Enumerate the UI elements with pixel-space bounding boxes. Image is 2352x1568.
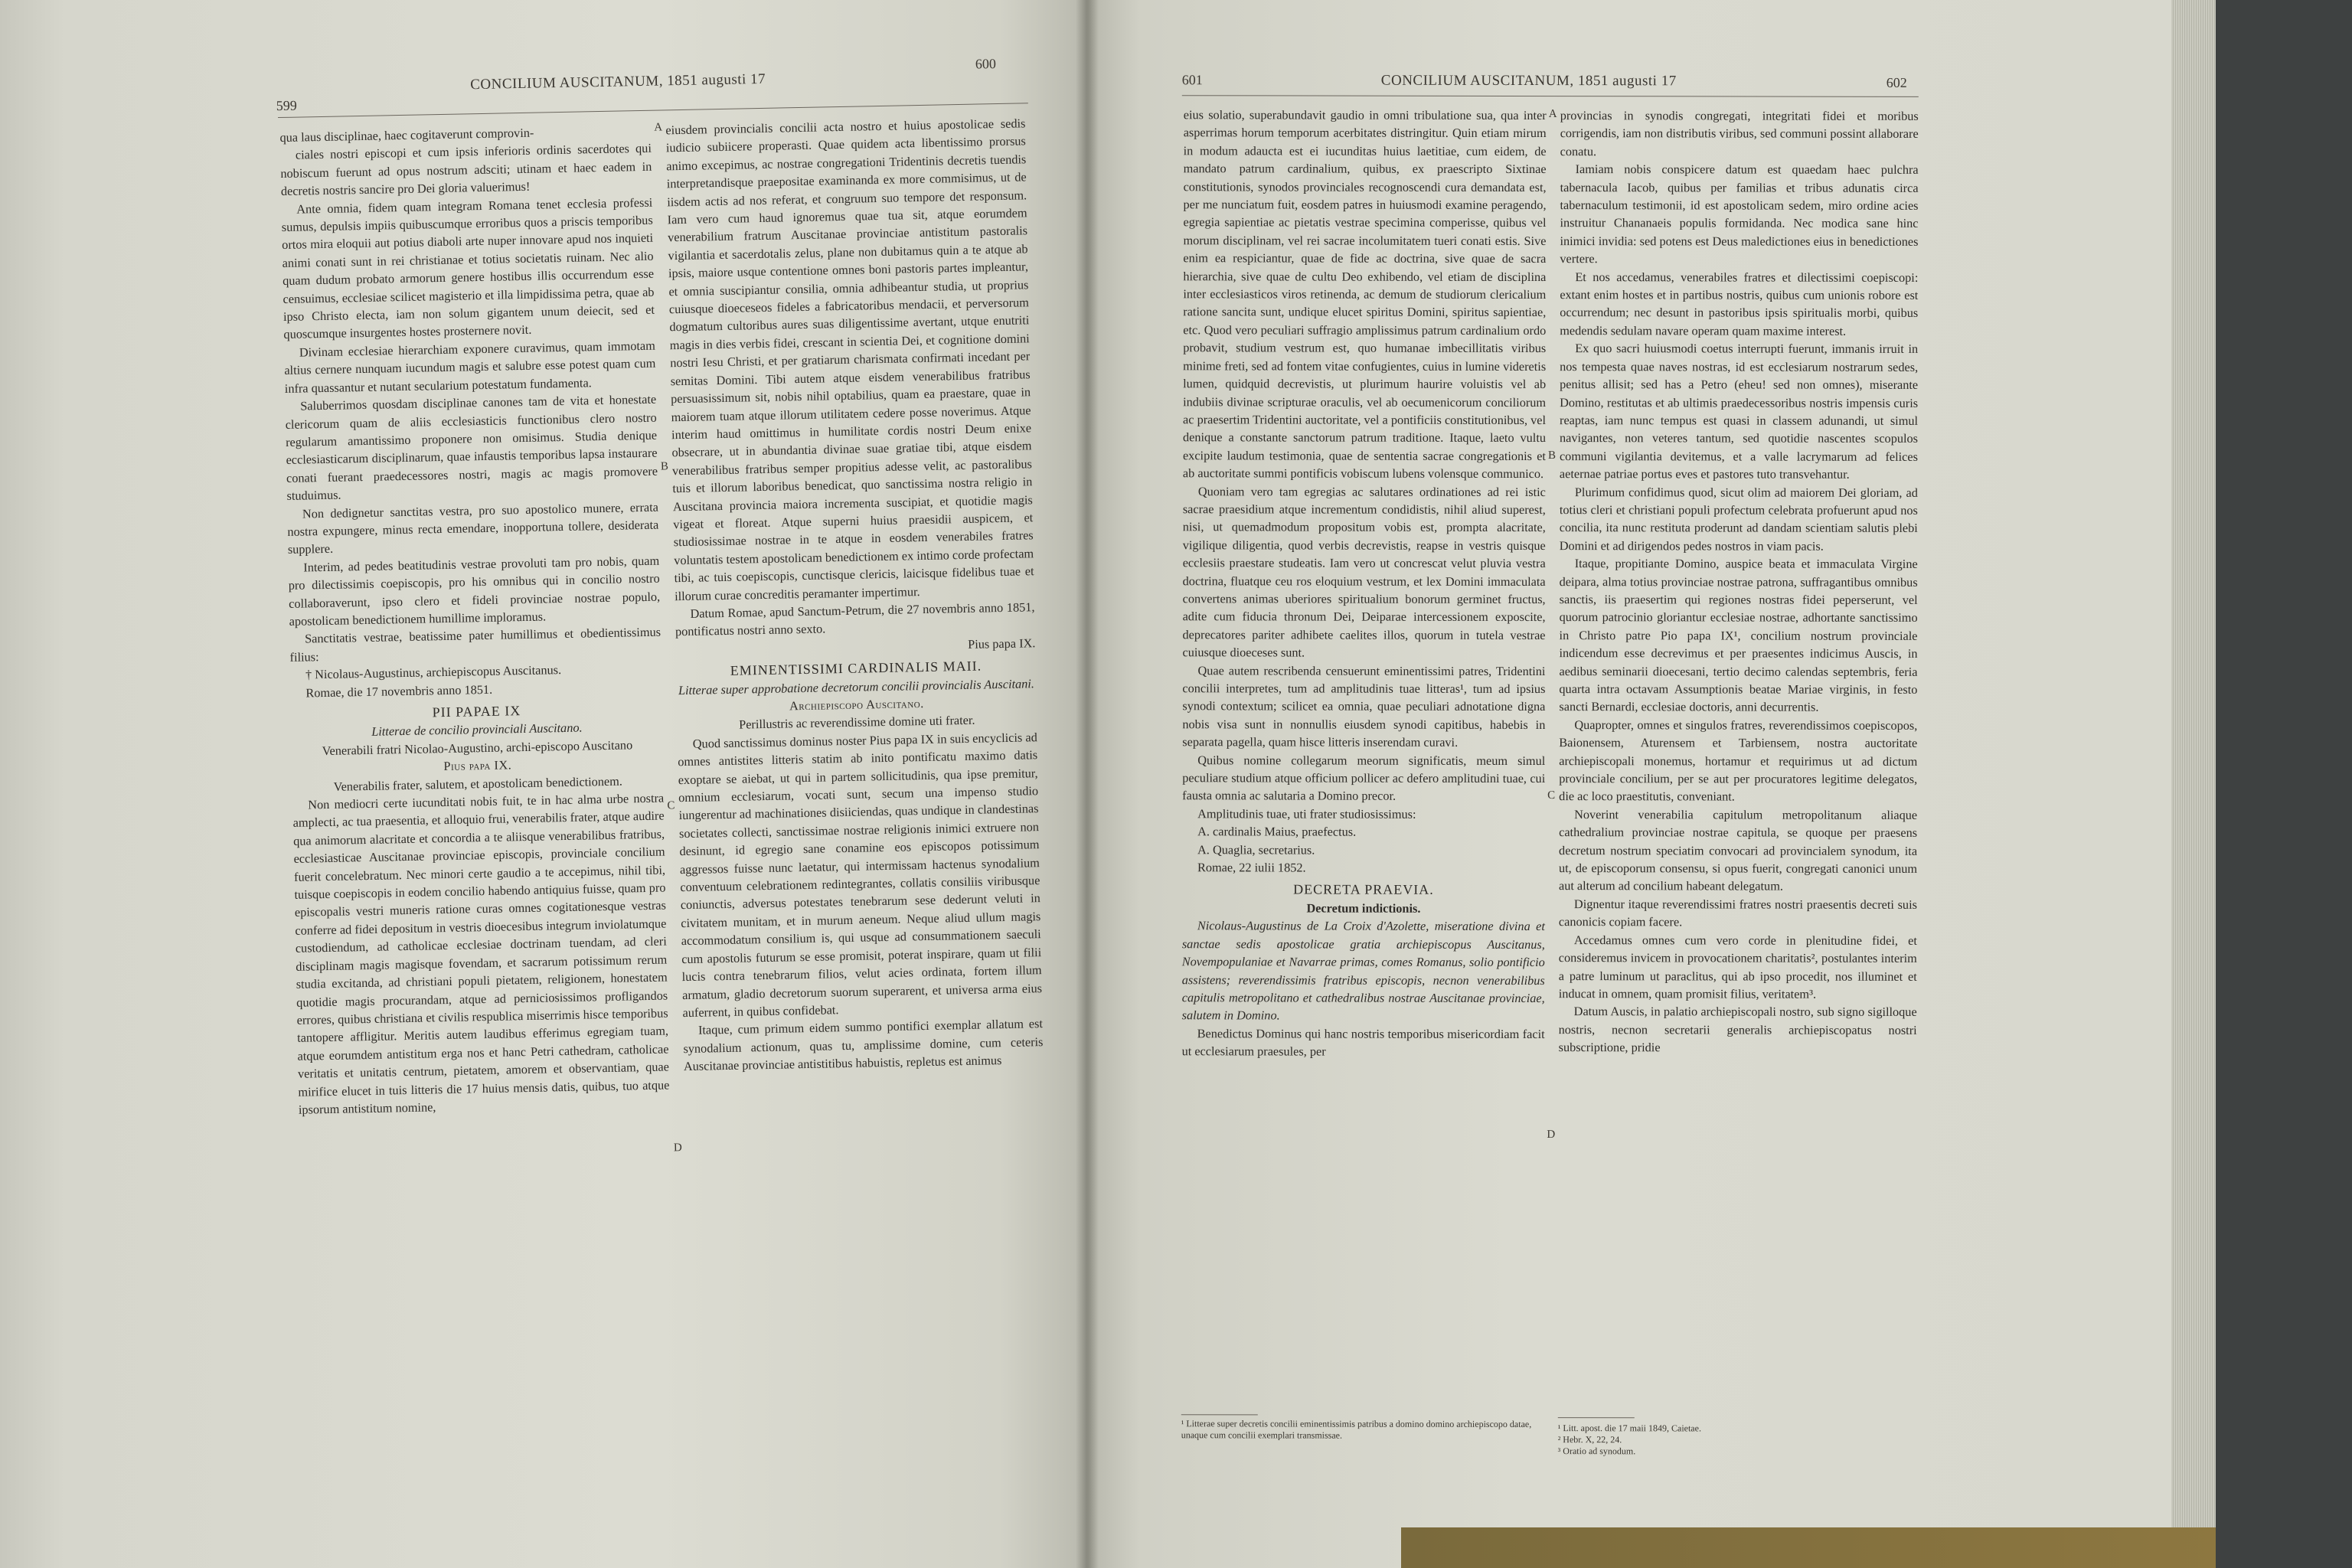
page-edges — [2171, 0, 2216, 1568]
paragraph: Noverint venerabilia capitulum metropolitanum aliaque cathedralium provinciae nostrae capitula, se quoque per praesens decretum nostrum speciatim convocari ad provincialem synodum, ita ut, de episcoporum consensu, si opus fuerit, congregati canonici unum aut alterum ad concilium habeant delegatum. — [1558, 806, 1918, 894]
footnote: ² Hebr. X, 22, 24. — [1557, 1434, 1622, 1446]
book-gutter — [1076, 0, 1099, 1568]
paragraph: Quoniam vero tam egregias ac salutares ordinationes ad rei istic sacrae praesidium atque incrementum condidistis, nihil aliud superest, nisi, ut quemadmodum propositum vobis est, prompta alacritate, vigilique diligentia, quod verbis decrevistis, reapse in vestris quisque ecclesiis praestare studeatis. Iam vero ut concrescat velut pluvia vestra doctrina, fluatque ceu ros eloquium vestrum, et lex Domini immaculata convertens animas uberiores spiritualium bonorum germinet fructus, adite cum fiducia thronum Dei, Deiparae intercessionem exposcite, deprecatores pariter adhibete caelites illos, quorum in tutela vestrae cuiusque dioeceses sunt. — [1182, 483, 1546, 660]
margin-letter: C — [1547, 789, 1556, 802]
paragraph: Datum Romae, apud Sanctum-Petrum, die 27 novembris anno 1851, pontificatus nostri anno sexto. — [675, 599, 1035, 639]
cover-edge — [1401, 1527, 2216, 1568]
paragraph: Quae autem rescribenda censuerunt eminentissimi patres, Tridentini concilii interpretes, tum ad amplitudinis tuae litteras¹, tum ad ipsius synodi contextum; scilicet ea omnia, quae peculiari adnotatione digna nobis visa sunt in nonnullis eiusdem synodi capitibus, habebis in separata pagella, quam hisce litteris inserendam curavi. — [1182, 662, 1546, 750]
paragraph: Romae, 22 iulii 1852. — [1197, 860, 1306, 875]
paragraph: qua laus disciplinae, haec cogitaverunt comprovin- — [279, 125, 534, 145]
running-header: CONCILIUM AUSCITANUM, 1851 augusti 17 — [1380, 72, 1677, 90]
footnote-rule — [1181, 1414, 1258, 1415]
paragraph: PII PAPAE IX — [432, 703, 521, 720]
paragraph: Quibus nomine collegarum meorum significatis, meum simul peculiare studium atque officium pollicer ac defero amplitudini tuae, cui fausta omnia ac salutaria a Domino precor. — [1182, 752, 1546, 804]
paragraph: Quapropter, omnes et singulos fratres, reverendissimos coepiscopos, Baionensem, Aturensem et Tarbiensem, nostra auctoritate archiepiscopali monemus, hortamur et requirimus ut ad dictum provinciale concilium, per se aut per procuratores legitime delegatos, die ac loco praestitutis, conveniant. — [1559, 717, 1918, 804]
page-number: 599 — [276, 97, 297, 114]
paragraph: Litterae de concilio provinciali Auscitano. — [371, 720, 583, 740]
paragraph: Itaque, propitiante Domino, auspice beata et immaculata Virgine deipara, alma totius provinciae nostrae patrona, suffragantibus omnibus sanctis, iis praesertim qui regiones nostras fidei peperserunt, vel quorum patrocinio gloriantur ecclesiae nostrae, adhortante sanctissimo in Christo patre Pio papa IX¹, concilium nostrum provinciale indicendum esse decrevimus et per praesentes indicimus Auscis, in aedibus seminarii dioecesani, tertio decimo calendas septembris, feria quarta intra octavam Assumptionis beatae Mariae virginis, in festo sancti Bernardi, ecclesiae doctoris, anni decurrentis. — [1559, 556, 1918, 715]
paragraph: ciales nostri episcopi et cum ipsis inferioris ordinis sacerdotes qui nobiscum fuerunt ad opus nostrum adsciti; utinam et haec eadem in decretis nostris sancire pro Dei gloria valuerimus! — [280, 141, 652, 199]
paragraph: Dignentur itaque reverendissimi fratres nostri praesentis decreti suis canonicis copiam facere. — [1558, 896, 1917, 929]
paragraph: Sanctitatis vestrae, beatissime pater humillimus et obedientissimus filius: — [289, 624, 662, 665]
margin-letter: A — [1548, 108, 1557, 121]
footnote: ¹ Litt. apost. die 17 maii 1849, Caietae. — [1557, 1423, 1701, 1434]
paragraph: Datum Auscis, in palatio archiepiscopali nostro, sub signo sigilloque nostris, necnon secretarii generalis archiepiscopatus nostri subscriptione, pridie — [1558, 1004, 1917, 1055]
left-page — [0, 0, 1086, 1568]
paragraph: A. cardinalis Maius, praefectus. — [1197, 824, 1357, 839]
paragraph: Divinam ecclesiae hierarchiam exponere curavimus, quam immotam altius cernere nunquam iucundum magis et salubre esse potest quam cum infra quassantur et nutant secularium potestatum fundamenta. — [284, 338, 656, 396]
paragraph: DECRETA PRAEVIA. — [1293, 881, 1434, 898]
paragraph: Archiepiscopo Auscitano. — [789, 696, 924, 714]
paragraph: Plurimum confidimus quod, sicut olim ad maiorem Dei gloriam, ad totius cleri et christiani populi profectum celebrata profuerunt apud nos concilia, ita nunc restituta proderunt ad dandam scientiam salutis plebi Domini et ad dirigendos pedes nostros in viam pacis. — [1559, 484, 1918, 554]
paragraph: Quod sanctissimus dominus noster Pius papa IX in suis encyclicis ad omnes antistites litteris statim ab inito pontificatu maximo datis exoptare se aiebat, ut qui in partem sollicitudinis, qua ipse premitur, omnium ecclesiarum, vocati sunt, secum una impenso studio iungerentur ad machinationes disiiciendas, quas undique in clandestinas societates collecti, sanctissimae nostrae religionis inimici extruere non desinunt, id egregio sane conamine eos episcopos potissimum aggressos fuisse nunc laetatur, qui intermissam hactenus synodalium conventuum celebrationem redintegrantes, collatis consiliis viribusque coniunctis, adversus potestates tenebrarum sese dederunt veluti in civitatem munitam, et in murum aeneum. Neque aliud ullum magis accommodatum consilium is, qui usque ad consummationem saeculi cum apostolis futurum se esse promisit, poterat inspirare, quam ut filii lucis contra tenebrarum filios, velut acies ordinata, fortem illum armatum, gladio decretorum suorum superarent, et universa arma eius auferrent, in quibus confidebat. — [678, 729, 1043, 1021]
paragraph: Non dedignetur sanctitas vestra, pro suo apostolico munere, errata nostra expungere, minus recta emendare, inopportuna tollere, desiderata supplere. — [287, 499, 659, 557]
paragraph: Itaque, cum primum eidem summo pontifici exemplar allatum est synodalium actionum, quas tu, amplissime domine, cum ceteris Auscitanae provinciae antistitibus habuistis, repletus est animus — [683, 1016, 1044, 1074]
paragraph: Ante omnia, fidem quam integram Romana tenet ecclesia professi sumus, depulsis impiis quibuscumque erroribus quos a priscis temporibus ortos mira eloquii aut potius diaboli arte nuper innovare apud nos inquieti animi conati sunt in rei christianae et totius societatis ruinam. Nec alio quam dudum probato armorum genere hostibus illis occurrendum esse censuimus, ecclesiae scilicet magisterio et illa limpidissima petra, quae ab ipso Christo electa, iam non solum gigantem unum deiecit, sed et quoscumque insurgentes hostes prosternere novit. — [281, 194, 655, 342]
footnote-rule — [1558, 1417, 1635, 1418]
paragraph: Decretum indictionis. — [1306, 900, 1421, 916]
paragraph: Perillustris ac reverendissime domine uti frater. — [738, 713, 975, 733]
paragraph: Benedictus Dominus qui hanc nostris temporibus misericordiam facit ut ecclesiarum praesules, per — [1181, 1025, 1545, 1059]
margin-letter: B — [660, 460, 669, 473]
paragraph: Amplitudinis tuae, uti frater studiosissimus: — [1197, 806, 1416, 822]
right-page — [1086, 0, 2171, 1568]
right-column-a — [1182, 106, 1547, 1060]
paragraph: A. Quaglia, secretarius. — [1197, 841, 1315, 858]
right-column-b — [1559, 106, 1919, 1057]
paragraph: Nicolaus-Augustinus de La Croix d'Azolette, miseratione divina et sanctae sedis apostolicae gratia archiepiscopus Auscitanus, Novempopulaniae et Navarrae primas, comes Romanus, solio pontificio assistens; reverendissimis fratribus episcopis, necnon venerabilibus capitulis metropolitano et cathedralibus nostrae Auscitanae provinciae, salutem in Domino. — [1181, 918, 1545, 1023]
margin-letter: A — [654, 121, 663, 134]
paragraph: Accedamus omnes cum vero corde in plenitudine fidei, et consideremus invicem in provocationem charitatis², postulantes interim a patre luminum ut paraclitus, qui ab ipso procedit, nos illuminet et inducat in omnem, quam promisit filius, veritatem³. — [1558, 932, 1917, 1001]
footnote: ³ Oratio ad synodum. — [1557, 1446, 1636, 1457]
footnote: ¹ Litterae super decretis concilii eminentissimis patribus a domino domino archiepiscopo datae, unaque cum concilii exemplari transmissae. — [1181, 1418, 1532, 1441]
margin-letter: D — [673, 1142, 682, 1155]
paragraph: Et nos accedamus, venerabiles fratres et dilectissimi coepiscopi: extant enim hostes et in partibus nostris, quibus cum unionis robore est occurrendum; nec desunt in pastoribus ipsis spiritualis morbi, quibus medendis sedulam navare operam quam maxime interest. — [1560, 269, 1919, 338]
paragraph: EMINENTISSIMI CARDINALIS MAII. — [730, 658, 982, 679]
paragraph: Romae, die 17 novembris anno 1851. — [305, 681, 493, 701]
margin-letter: D — [1547, 1129, 1556, 1142]
left-column-a — [279, 122, 670, 1119]
background-surface — [2216, 0, 2352, 1568]
paragraph: eiusdem provincialis concilii acta nostro et huius apostolicae sedis iudicio subiicere properasti. Quae quidem acta libentissimo prorsus animo excepimus, ac nostrae congregationi Tridentinis decretis tuendis interpretandisque praepositae examinanda ex more commisimus, ut de iisdem actis ad nos referat, et congruum suo tempore det responsum. Iam vero cum haud ignoremus quae tua sit, atque eorumdem venerabilium fratrum Auscitanae provinciae antistitum pastoralis vigilantia et sacerdotalis zelus, plane non dubitamus quin a te atque ab ipsis, maiore usque contentione omnes boni pastoris partes impleantur, et omnia suscipiantur consilia, omnia adhibeantur studia, ut proprius cuiusque dioeceseos fideles a fabricatoribus mendacii, et perversorum dogmatum cultoribus aures suas diligentissime avertant, utque enutriti magis in dies verbis fidei, crescant in scientia Dei, et cognitione domini nostri Iesu Christi, et per gratiarum charismata confirmati incedant per semitas Domini. Tibi autem atque eisdem venerabilibus fratribus persuasissimum sit, nobis nihil optabilius, quam ea praestare, quae in maiorem tuam atque illorum utilitatem cedere posse noverimus. Atque interim haud omittimus in humilitate cordis nostri Deum enixe obsecrare, ut in abundantia divinae suae gratiae tibi, atque eisdem venerabilibus fratribus semper propitius adesse velit, ac pastoralibus tuis et illorum laboribus benedicat, quo sanctissima nostra religio in Auscitana provincia maiora incrementa suscipiat, et quotidie magis vigeat et floreat. Atque superni huius praesidii auspicem, et studiosissimae nostrae in te atque in eosdem venerabiles fratres voluntatis testem apostolicam benedictionem ex intimo corde profectam tibi, ac tuis coepiscopis, cunctisque clericis, laicisque fidelibus tuae et illorum curae concreditis peramanter impertimur. — [665, 116, 1034, 603]
page-number: 600 — [975, 56, 997, 72]
page-number: 601 — [1181, 72, 1203, 88]
paragraph: provincias in synodis congregati, integritati fidei et moribus corrigendis, iam non distributis viribus, sed communi possint allaborare conatu. — [1560, 108, 1919, 158]
paragraph: Interim, ad pedes beatitudinis vestrae provoluti tam pro nobis, quam pro dilectissimis coepiscopis, pro his omnibus qui in concilio nostro collaboraverunt, ipso clero et fideli provinciae nostrae populo, apostolicam benedictionem humillime imploramus. — [288, 553, 661, 629]
paragraph: † Nicolaus-Augustinus, archiepiscopus Auscitanus. — [305, 662, 562, 682]
paragraph: Pius papa IX. — [968, 635, 1036, 652]
paragraph: Saluberrimos quosdam disciplinae canones tam de vita et honestate clericorum quam de aliis ecclesiasticis functionibus clero nostro regularum amantissimo proponere non omisimus. Studia denique ecclesiasticarum disciplinarum, quae infaustis temporibus lapsa instaurare conati fuerant praedecessores nostri, magis ac magis promovere studuimus. — [285, 391, 658, 504]
paragraph: Pius papa IX. — [443, 757, 512, 774]
page-number: 602 — [1886, 74, 1907, 90]
footnote-list — [1558, 1423, 1918, 1458]
paragraph: Venerabilis frater, salutem, et apostolicam benedictionem. — [333, 773, 623, 794]
paragraph: eius solatio, superabundavit gaudio in omni tribulatione sua, qua inter asperrimas horum temporum acerbitates distringitur. Quin etiam mirum in modum adaucta est ei iucunditas huius laetitiae, cum eidem, de mandato patrum cardinalium, quibus, ex praescripto Sixtinae constitutionis, synodos provinciales recognoscendi cura demandata est, per me nunciatum fuit, eosdem patres in huiusmodi examine peragendo, egregia sapientiae ac pietatis vestrae specimina comperisse, quibus vel morum disciplinam, vel rei sacrae incolumitatem tueri conati estis. Sive enim ea respiciantur, quae de fide ac doctrina, sive quae de sacra hierarchia, sive quae de cultu Deo exhibendo, vel etiam de disciplina inter ecclesiasticos viros retinenda, ac demum de studiorum clericalium ratione sancita sunt, undique elucet spiritus Domini, spiritus sapientiae, etc. Quod vero peculiari suffragio amplissimus patrum cardinalium ordo probavit, studium vestrum est, quo humanae imbecillitatis viribus minime freti, sed ad fontem vitae confugientes, cuius in lumine videretis lumen, quidquid decrevistis, ut plurimum haurire voluistis vel ab indubiis divinae scripturae oraculis, vel ab oecumenicorum conciliorum ac praesertim Tridentini auctoritate, vel a pontificiis constitutionibus, vel denique a constante sanctorum patrum traditione. Itaque, laeto vultu excipite laudum testimonia, quae de sententia sacrae congregationis et ab auctoritate summi pontificis vobiscum lubens volensque communico. — [1182, 107, 1547, 482]
header-rule — [1182, 95, 1919, 97]
margin-letter: B — [1547, 449, 1556, 462]
paragraph: Venerabili fratri Nicolao-Augustino, archi-episcopo Auscitano — [322, 737, 633, 758]
margin-letter: C — [667, 799, 675, 812]
paragraph: Litterae super approbatione decretorum concilii provincialis Auscitani. — [678, 675, 1035, 697]
paragraph: Non mediocri certe iucunditati nobis fuit, te in hac alma urbe nostra amplecti, ac tua praesentia, et alloquio frui, venerabilis frater, atque audire qua animorum alacritate et concordia a te aliisque venerabilibus fratribus, ecclesiasticae Auscitanae provinciae episcopis, provinciale concilium fuerit concelebratum. Nec minori certe gaudio a te accepimus, nihil tibi, tuisque coepiscopis in eodem concilio habendo antiquius fuisse, quam pro episcopalis vestri muneris ratione curas omnes cogitationesque vestras conferre ad fidei depositum in vestris dioecesibus integrum inviolatumque custodiendum, ad catholicae ecclesiae doctrinam tuendam, ad cleri disciplinam magis magisque fovendam, et sacrarum potissimum rerum studia excitanda, ad christiani populi pietatem, religionem, honestatem quotidie magis procurandam, atque ad perniciosissimos profligandos errores, quibus christiana et civilis respublica miserrimis hisce temporibus tantopere affligitur. Meritis autem laudibus efferimus egregiam tuam, atque eorumdem antistitum erga nos et hanc Petri cathedram, catholicae veritatis et unitatis centrum, pietatem, amorem et observantiam, quae mirifice elucet in tuis litteris die 17 huius mensis datis, quibus, tuo atque ipsorum antistitum nomine, — [292, 790, 670, 1117]
paragraph: Iamiam nobis conspicere datum est quaedam haec pulchra tabernacula Iacob, quibus per familias et tribus adunatis circa tabernaculum testimonii, id est apostolicam sedem, miro ordine acies instruitur Chananaeis populis formidanda. Nec modica sane hinc inimici invidia: sed potens est Deus maledictiones eius in benedictiones vertere. — [1560, 162, 1919, 266]
left-column-b — [665, 114, 1044, 1075]
running-header: CONCILIUM AUSCITANUM, 1851 augusti 17 — [470, 70, 766, 93]
paragraph: Ex quo sacri huiusmodi coetus interrupti fuerunt, immanis irruit in nos tempesta quae naves nostras, id est ecclesiarum nostrarum sedes, penitus allisit; sed has a Petro (eheu! sed non omnes), miserante Domino, restitutas et ab ultimis praedecessoribus nostris impensis curis reaptas, iam nunc tempus est quasi in classem adunandi, ut simul navigantes, non veteres tantum, sed quotidie nascentes scopulos communi vigilantia devitemus, et a valle lacrymarum ad felices aeternae patriae portus eves et pastores tuto transvehantur. — [1559, 341, 1919, 482]
